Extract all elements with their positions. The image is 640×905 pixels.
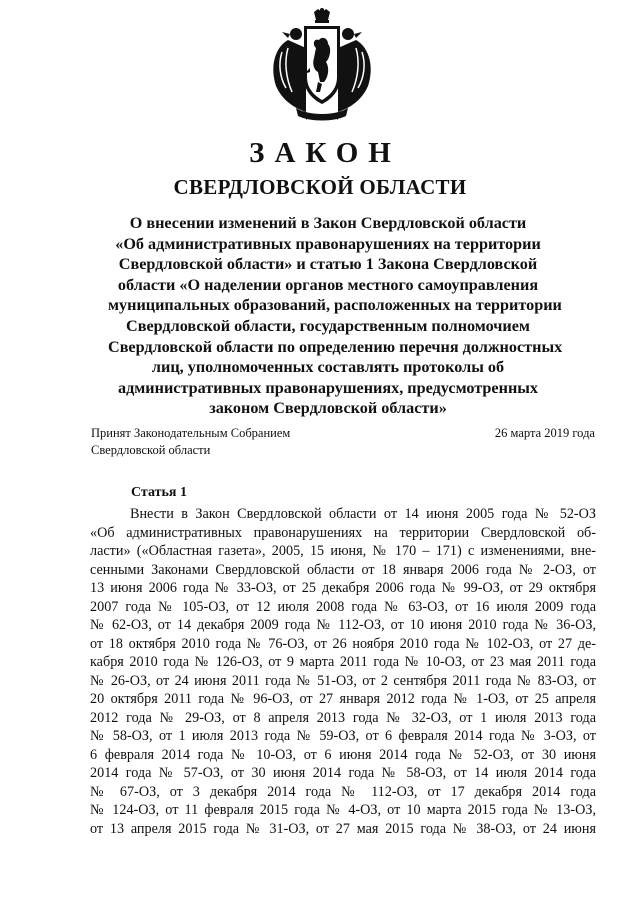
article-text-line: № 67-ОЗ, от 3 декабря 2014 года № 112-ОЗ, от 17 декабря 2014 года — [90, 783, 596, 800]
article-text-line: «Об административных правонарушениях на территории Свердловской об- — [90, 524, 596, 541]
title-line: Свердловской области по определению перечня должностных — [108, 337, 563, 356]
document-title — [108, 213, 563, 419]
document-type-heading: ЗАКОН — [249, 137, 401, 169]
adopted-date: 26 марта 2019 года — [494, 426, 595, 440]
title-line: «Об административных правонарушениях на территории — [115, 234, 541, 253]
title-line: Свердловской области» и статью 1 Закона Свердловской — [118, 255, 538, 274]
article-text-line: от 13 апреля 2015 года № 31-ОЗ, от 27 мая 2015 года № 38-ОЗ, от 24 июня — [90, 820, 596, 837]
article-text-line: Внести в Закон Свердловской области от 14 июня 2005 года № 52-ОЗ — [130, 506, 596, 522]
adopted-by-line: Принят Законодательным Собранием — [91, 426, 291, 440]
article-text-line: № 62-ОЗ, от 14 декабря 2009 года № 112-ОЗ, от 10 июня 2010 года № 36-ОЗ, — [90, 617, 596, 633]
article-text-line: № 26-ОЗ, от 24 июня 2011 года № 51-ОЗ, от 2 сентября 2011 года № 83-ОЗ, от — [90, 672, 596, 689]
article-text-line: 2007 года № 105-ОЗ, от 12 июля 2008 года № 63-ОЗ, от 16 июля 2009 года — [90, 598, 596, 615]
article-text-line: 6 февраля 2014 года № 10-ОЗ, от 6 июня 2014 года № 52-ОЗ, от 30 июня — [90, 746, 596, 763]
title-line: О внесении изменений в Закон Свердловской области — [129, 214, 527, 232]
adopted-by-line: Свердловской области — [91, 443, 211, 457]
title-line: законом Свердловской области» — [209, 399, 447, 418]
article-text-line: ласти» («Областная газета», 2005, 15 июня, № 170 – 171) с изменениями, вне- — [90, 543, 596, 559]
article-text-line: 20 октября 2011 года № 96-ОЗ, от 27 января 2012 года № 1-ОЗ, от 25 апреля — [90, 691, 596, 707]
article-heading: Статья 1 — [131, 485, 187, 500]
article-text-line: 2012 года № 29-ОЗ, от 8 апреля 2013 года № 32-ОЗ, от 1 июля 2013 года — [90, 709, 596, 726]
title-line: области «О наделении органов местного самоуправления — [117, 275, 539, 294]
title-line: административных правонарушениях, предусмотренных — [117, 378, 538, 397]
article-body — [90, 505, 596, 838]
title-line: муниципальных образований, расположенных на территории — [108, 296, 562, 315]
article-text-line: кабря 2010 года № 126-ОЗ, от 9 марта 2011 года № 10-ОЗ, от 23 мая 2011 года — [90, 654, 596, 670]
article-text-line: от 18 октября 2010 года № 76-ОЗ, от 26 ноября 2010 года № 102-ОЗ, от 27 де- — [90, 635, 596, 652]
article-text-line: 2014 года № 57-ОЗ, от 30 июня 2014 года № 58-ОЗ, от 14 июля 2014 года — [90, 765, 596, 781]
document-region-heading: СВЕРДЛОВСКОЙ ОБЛАСТИ — [173, 175, 467, 199]
article-text-line: № 58-ОЗ, от 1 июля 2013 года № 59-ОЗ, от 6 февраля 2014 года № 3-ОЗ, от — [90, 728, 596, 744]
article-text-line: 13 июня 2006 года № 33-ОЗ, от 25 декабря 2006 года № 99-ОЗ, от 29 октября — [90, 580, 596, 596]
article-text-line: сенными Законами Свердловской области от 18 января 2006 года № 2-ОЗ, от — [90, 561, 596, 578]
article-text-line: № 124-ОЗ, от 11 февраля 2015 года № 4-ОЗ, от 10 марта 2015 года № 13-ОЗ, — [90, 802, 596, 818]
adopted-by-note — [91, 425, 290, 459]
title-line: лиц, уполномоченных составлять протоколы об — [151, 358, 505, 377]
coat-of-arms-icon — [266, 8, 378, 126]
title-line: Свердловской области, государственным полномочием — [126, 316, 530, 335]
